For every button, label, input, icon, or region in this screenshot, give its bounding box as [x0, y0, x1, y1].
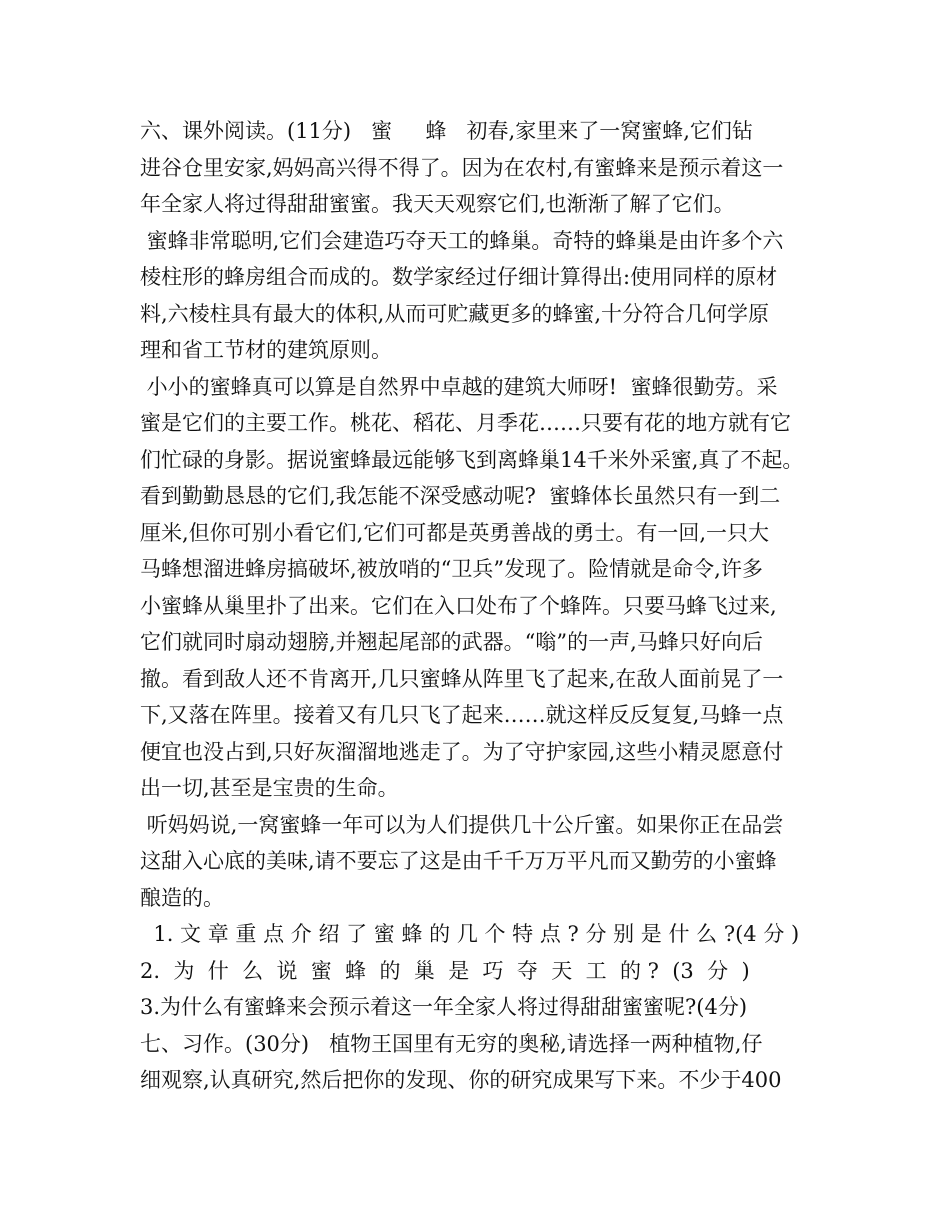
text-line: 们忙碌的身影。据说蜜蜂最远能够飞到离蜂巢14千米外采蜜,真了不起。 [140, 447, 804, 472]
text-line: 看到勤勤恳恳的它们,我怎能不深受感动呢? 蜜蜂体长虽然只有一到二 [140, 484, 781, 508]
text-line: 蜜蜂非常聪明,它们会建造巧夺天工的蜂巢。奇特的蜂巢是由许多个六 [140, 228, 784, 253]
text-line: 出一切,甚至是宝贵的生命。 [140, 776, 399, 800]
text-line: 年全家人将过得甜甜蜜蜜。我天天观察它们,也渐渐了解了它们。 [140, 192, 735, 216]
text-line: 下,又落在阵里。接着又有几只飞了起来……就这样反反复复,马蜂一点 [140, 703, 784, 727]
text-line: 1. 文 章 重 点 介 绍 了 蜜 蜂 的 几 个 特 点 ? 分 别 是 什 么 ?(4 分 ) [140, 922, 800, 946]
text-line: 2. 为 什 么 说 蜜 蜂 的 巢 是 巧 夺 天 工 的 ? (3 分 ) [140, 958, 750, 983]
text-line: 这甜入心底的美味,请不要忘了这是由千千万万平凡而又勤劳的小蜜蜂 [140, 849, 777, 873]
text-line: 蜜是它们的主要工作。桃花、稻花、月季花……只要有花的地方就有它 [140, 411, 791, 435]
text-line: 酿造的。 [140, 885, 224, 910]
text-line: 七、习作。(30分) 植物王国里有无穷的奥秘,请选择一两种植物,仔 [140, 1031, 763, 1056]
text-line: 棱柱形的蜂房组合而成的。数学家经过仔细计算得出:使用同样的原材 [140, 265, 778, 289]
text-line: 六、课外阅读。(11分) 蜜 蜂 初春,家里来了一窝蜜蜂,它们钻 [140, 119, 753, 143]
text-line: 料,六棱柱具有最大的体积,从而可贮藏更多的蜂蜜,十分符合几何学原 [140, 301, 770, 326]
text-line: 马蜂想溜进蜂房搞破坏,被放哨的“卫兵”发现了。险情就是命令,许多 [140, 557, 763, 581]
text-line: 细观察,认真研究,然后把你的发现、你的研究成果写下来。不少于400 [140, 1068, 782, 1092]
text-line: 小蜜蜂从巢里扑了出来。它们在入口处布了个蜂阵。只要马蜂飞过来, [140, 593, 777, 618]
text-line: 撤。看到敌人还不肯离开,几只蜜蜂从阵里飞了起来,在敌人面前晃了一 [140, 666, 784, 691]
text-line: 厘米,但你可别小看它们,它们可都是英勇善战的勇士。有一回,一只大 [140, 520, 770, 545]
text-line: 进谷仓里安家,妈妈高兴得不得了。因为在农村,有蜜蜂来是预示着这一 [140, 155, 784, 180]
text-line: 便宜也没占到,只好灰溜溜地逃走了。为了守护家园,这些小精灵愿意付 [140, 739, 784, 764]
text-line: 听妈妈说,一窝蜜蜂一年可以为人们提供几十公斤蜜。如果你正在品尝 [140, 812, 784, 837]
text-line: 理和省工节材的建筑原则。 [140, 338, 392, 362]
text-line: 小小的蜜蜂真可以算是自然界中卓越的建筑大师呀! 蜜蜂很勤劳。采 [140, 374, 778, 399]
text-line: 它们就同时扇动翅膀,并翘起尾部的武器。“嗡”的一声,马蜂只好向后 [140, 630, 763, 654]
text-line: 3.为什么有蜜蜂来会预示着这一年全家人将过得甜甜蜜蜜呢?(4分) [140, 995, 748, 1019]
document-body [140, 113, 830, 1099]
